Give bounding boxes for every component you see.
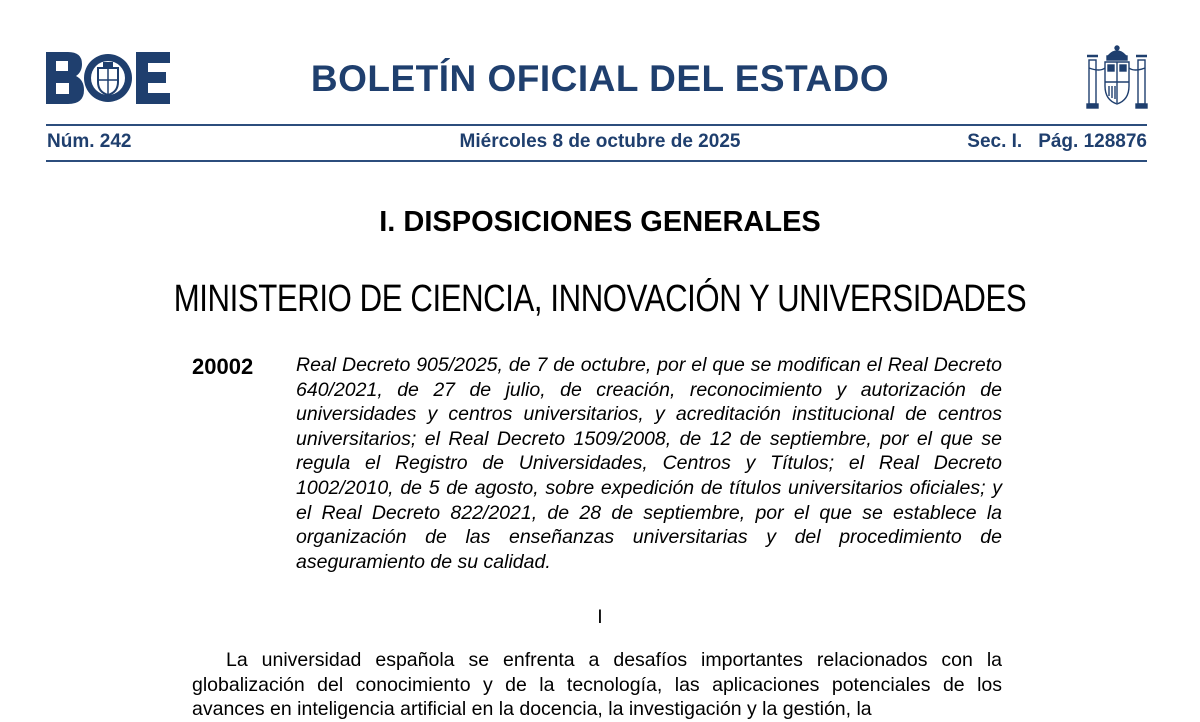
section-heading: I. DISPOSICIONES GENERALES <box>379 206 821 238</box>
issue-number: Núm. 242 <box>47 131 132 152</box>
document-number: 20002 <box>192 354 254 379</box>
body-paragraph: La universidad española se enfrenta a desafíos importantes relacionados con la globalización del conocimiento y de la tecnología, las aplicaciones potenciales de los avances en inteligencia artificial en la docencia, la investigación y la gestión, la <box>192 649 1002 721</box>
issue-date: Miércoles 8 de octubre de 2025 <box>459 131 741 152</box>
section-label: Sec. I. <box>967 131 1023 152</box>
gazette-title: BOLETÍN OFICIAL DEL ESTADO <box>310 58 890 99</box>
section-and-page <box>967 131 1147 153</box>
chapter-roman-heading: I <box>597 606 603 628</box>
spanish-coat-of-arms-icon <box>1086 44 1148 110</box>
ministry-heading: MINISTERIO DE CIENCIA, INNOVACIÓN Y UNIVERSIDADES <box>173 278 1027 320</box>
page-number: Pág. 128876 <box>1038 131 1147 152</box>
header-rule-bottom <box>46 160 1147 162</box>
document-summary: Real Decreto 905/2025, de 7 de octubre, por el que se modifican el Real Decreto 640/2021, de 27 de julio, de creación, reconocimiento y autorización de universidades y centros universitarios, y acreditación institucional de centros universitarios; el Real Decreto 1509/2008, de 12 de septiembre, por el que se regula el Registro de Universidades, Centros y Títulos; el Real Decreto 1002/2010, de 5 de agosto, sobre expedición de títulos universitarios oficiales; y el Real Decreto 822/2021, de 28 de septiembre, por el que se establece la organización de las enseñanzas universitarias y del procedimiento de aseguramiento de su calidad. <box>296 354 1002 573</box>
header-rule-top <box>46 124 1147 126</box>
